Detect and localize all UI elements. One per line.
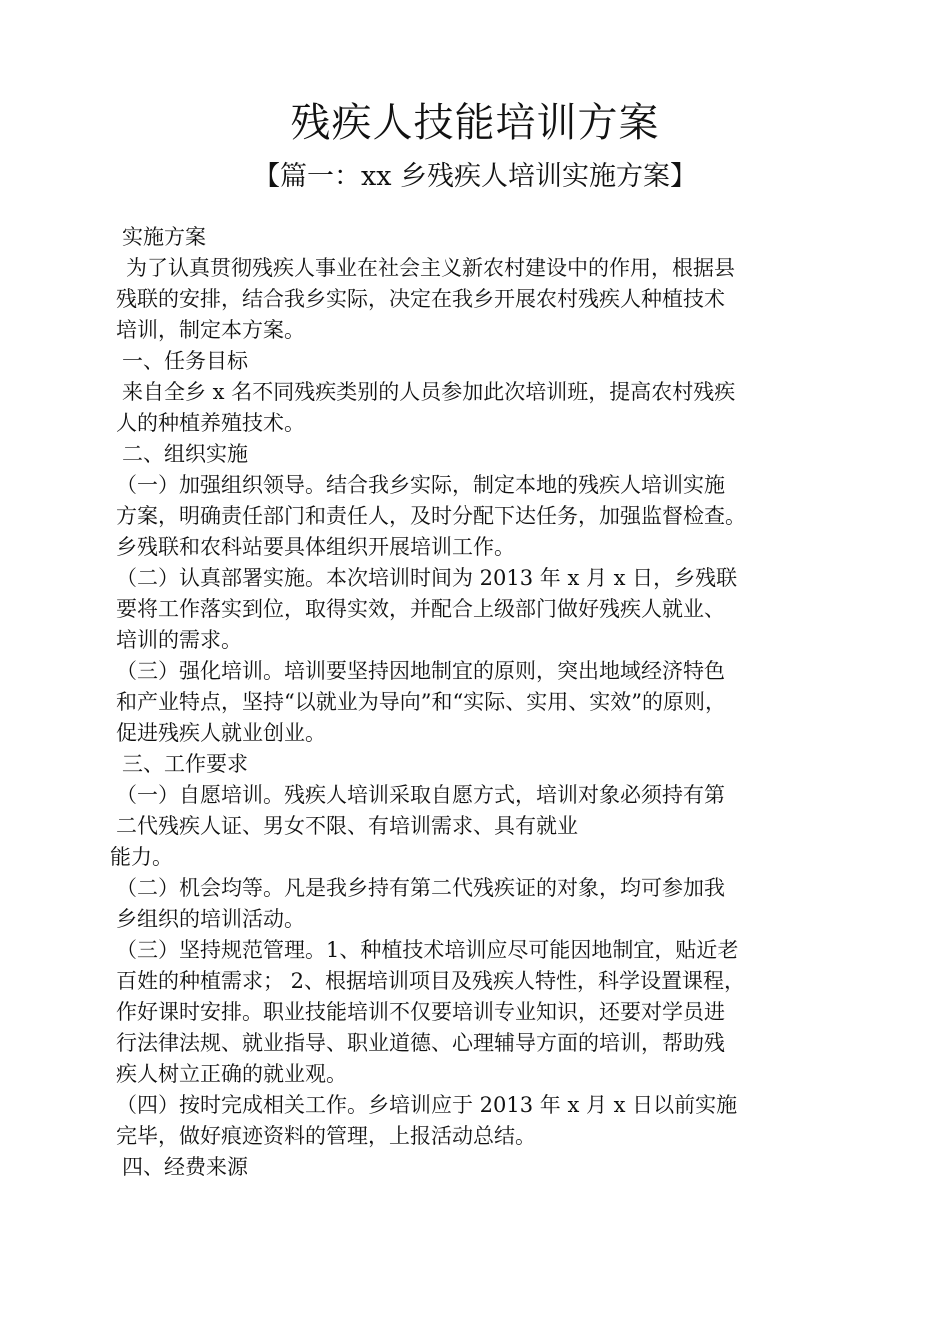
paragraph-line: 疾人树立正确的就业观。	[116, 1062, 347, 1086]
section-heading: 四、经费来源	[122, 1155, 248, 1179]
section-heading: 三、工作要求	[122, 752, 248, 776]
paragraph-line: （一）加强组织领导。结合我乡实际，制定本地的残疾人培训实施	[116, 473, 725, 497]
paragraph-line: 促进残疾人就业创业。	[116, 721, 326, 745]
paragraph-line: （三）强化培训。培训要坚持因地制宜的原则，突出地域经济特色	[116, 659, 725, 683]
paragraph-line: 残联的安排，结合我乡实际，决定在我乡开展农村残疾人种植技术	[116, 287, 725, 311]
paragraph-line: 培训的需求。	[116, 628, 242, 652]
paragraph-line: 能力。	[110, 845, 173, 869]
paragraph-line: 来自全乡 x 名不同残疾类别的人员参加此次培训班，提高农村残疾	[122, 380, 736, 404]
paragraph-line: 方案，明确责任部门和责任人，及时分配下达任务，加强监督检查。	[116, 504, 746, 528]
paragraph-line: 作好课时安排。职业技能培训不仅要培训专业知识，还要对学员进	[116, 1000, 725, 1024]
paragraph-line: 完毕，做好痕迹资料的管理，上报活动总结。	[116, 1124, 536, 1148]
paragraph-line: （二）认真部署实施。本次培训时间为 2013 年 x 月 x 日，乡残联	[116, 566, 738, 590]
paragraph-line: （四）按时完成相关工作。乡培训应于 2013 年 x 月 x 日以前实施	[116, 1093, 738, 1117]
paragraph-line: 和产业特点，坚持“以就业为导向”和“实际、实用、实效”的原则，	[116, 690, 726, 714]
paragraph-line: 实施方案	[122, 225, 206, 249]
document-title: 残疾人技能培训方案	[290, 100, 660, 146]
paragraph-line: 百姓的种植需求； 2、根据培训项目及残疾人特性，科学设置课程，	[116, 969, 746, 993]
paragraph-line: （一）自愿培训。残疾人培训采取自愿方式，培训对象必须持有第	[116, 783, 725, 807]
paragraph-line: （三）坚持规范管理。1、种植技术培训应尽可能因地制宜，贴近老	[116, 938, 739, 962]
paragraph-line: （二）机会均等。凡是我乡持有第二代残疾证的对象，均可参加我	[116, 876, 725, 900]
paragraph-line: 培训，制定本方案。	[116, 318, 305, 342]
section-heading: 一、任务目标	[122, 349, 248, 373]
document-subtitle: 【篇一：xx 乡残疾人培训实施方案】	[252, 161, 698, 192]
paragraph-line: 要将工作落实到位，取得实效，并配合上级部门做好残疾人就业、	[116, 597, 725, 621]
paragraph-line: 乡组织的培训活动。	[116, 907, 305, 931]
document-body	[110, 222, 856, 1183]
paragraph-line: 人的种植养殖技术。	[116, 411, 305, 435]
paragraph-line: 乡残联和农科站要具体组织开展培训工作。	[116, 535, 515, 559]
section-heading: 二、组织实施	[122, 442, 248, 466]
paragraph-line: 为了认真贯彻残疾人事业在社会主义新农村建设中的作用，根据县	[126, 256, 735, 280]
paragraph-line: 二代残疾人证、男女不限、有培训需求、具有就业	[116, 814, 578, 838]
paragraph-line: 行法律法规、就业指导、职业道德、心理辅导方面的培训，帮助残	[116, 1031, 725, 1055]
